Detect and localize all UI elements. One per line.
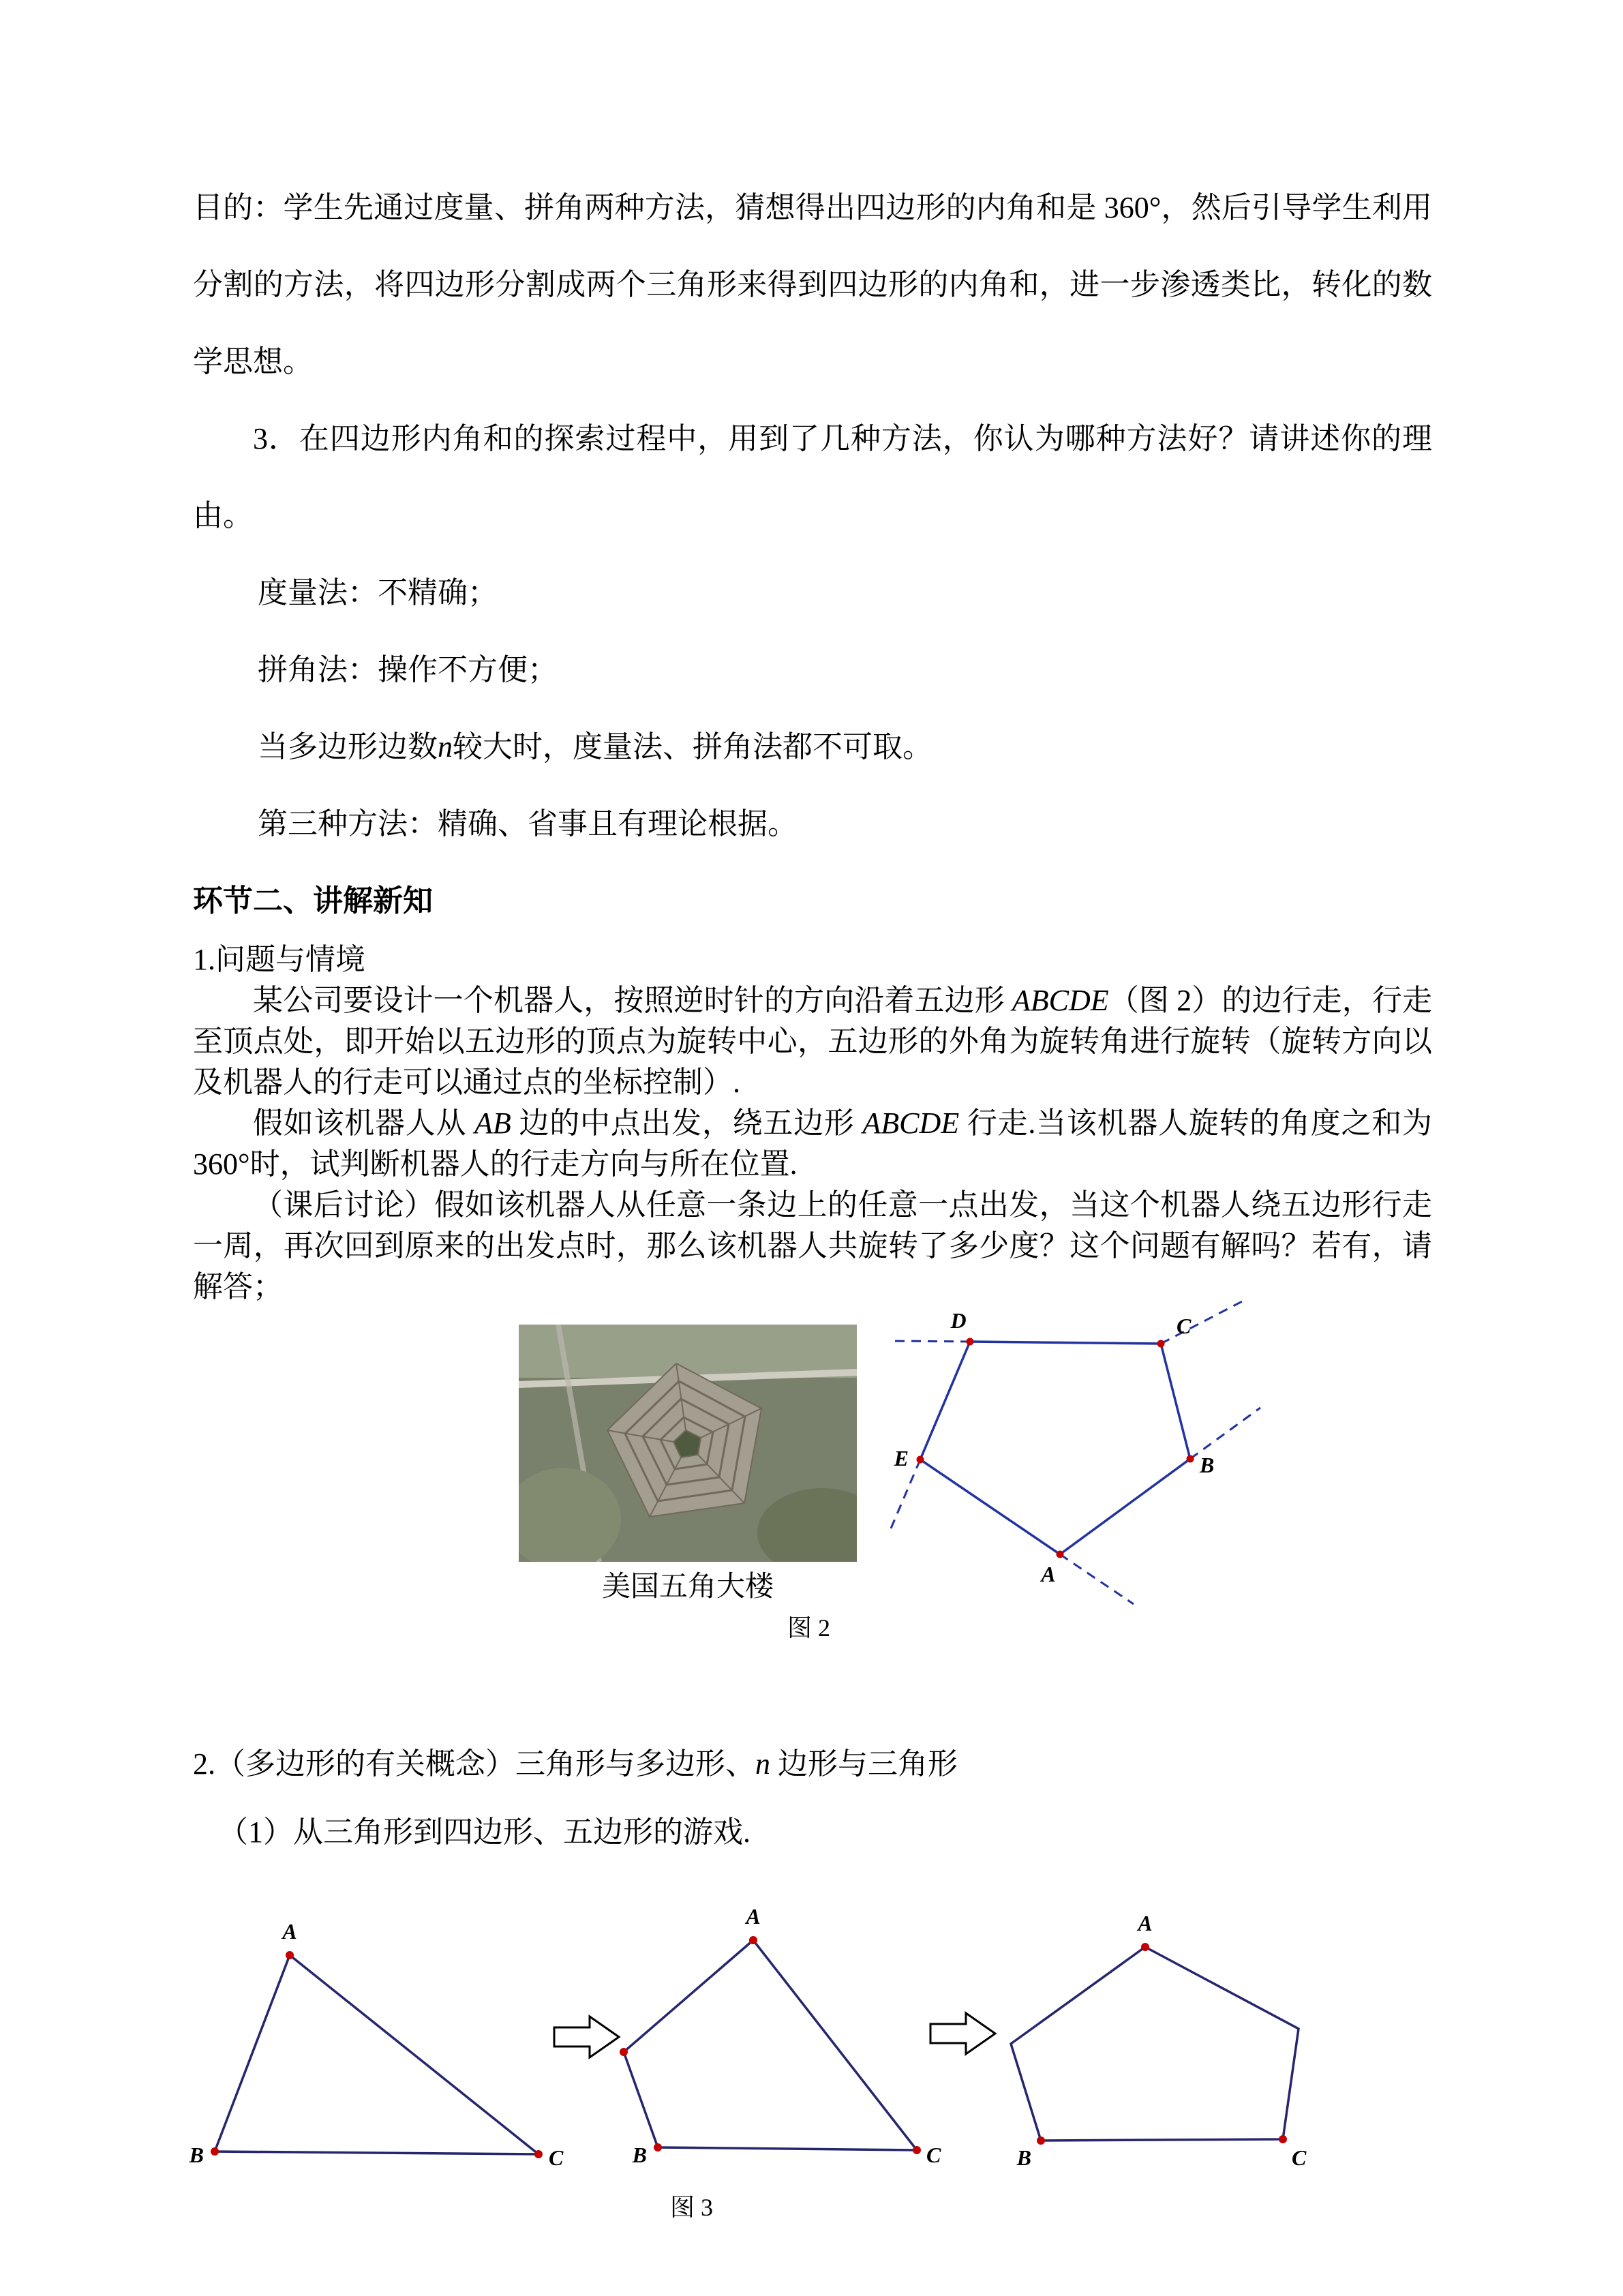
vertex-dot-E [917,1456,924,1464]
subheading-game: （1）从三角形到四边形、五边形的游戏. [218,1815,750,1849]
paragraph-method-third: 第三种方法：精确、省事且有理论根据。 [258,807,798,841]
dash-at-A [1060,1554,1134,1604]
dash-at-C [1161,1299,1246,1344]
sub2-pre: 2.（多边形的有关概念）三角形与多边形、 [193,1747,755,1781]
pentagon-name-abcde-2: ABCDE [862,1106,960,1140]
robot2-post: 行走.当该机器人旋转的角度之和为 360°时，试判断机器人的行走方向与所在位置. [193,1106,1433,1181]
paragraph-method-limit [193,708,1432,785]
variable-n: n [438,730,453,764]
pentagon-diagram [878,1267,1260,1607]
dash-at-B [1190,1408,1260,1459]
pentagon-edges [920,1342,1190,1554]
pentagon-shape [1011,1947,1299,2141]
subheading-polygon-concepts [193,1744,1432,1785]
quad-label-B: B [632,2143,647,2167]
figure3-caption: 图 3 [670,2194,714,2221]
sub2-post: 边形与三角形 [770,1747,958,1781]
section-heading: 环节二、讲解新知 [193,884,433,918]
method-limit-pre: 当多边形边数 [258,730,438,764]
pentagon-label-C: C [1292,2145,1307,2170]
label-A: A [1041,1562,1056,1586]
pentagon-label-B: B [1016,2145,1031,2170]
photo-caption: 美国五角大楼 [601,1571,774,1603]
edge-name-ab: AB [474,1106,511,1140]
figure2-caption: 图 2 [787,1614,831,1642]
quad-label-C: C [926,2143,941,2167]
figure3-diagram [189,1901,1430,2187]
label-B: B [1200,1453,1215,1477]
figure-2 [193,1308,1432,1744]
paragraph-robot-1 [193,980,1432,1103]
pentagon-aerial-photo [519,1325,857,1562]
figure3-shapes [215,1940,1299,2154]
label-C: C [1177,1314,1192,1338]
subheading-problem-context: 1.问题与情境 [193,943,365,976]
triangle-label-B: B [189,2143,204,2167]
arrow-icon-1 [554,2016,619,2057]
paragraph-method-angle: 拼角法：操作不方便； [258,653,558,686]
figure-3 [189,1901,1432,2228]
label-E: E [894,1446,909,1470]
paragraph-method-measure: 度量法：不精确； [258,576,498,609]
quadrilateral-shape [624,1940,917,2150]
dash-at-D [888,1341,970,1342]
vertex-dot-B [1187,1455,1194,1463]
label-D: D [950,1308,967,1333]
figure3-vertex-dots [211,1936,1287,2158]
method-limit-post: 较大时，度量法、拼角法都不可取。 [453,730,932,764]
robot2-mid: 边的中点出发，绕五边形 [511,1106,863,1140]
quad-label-A: A [746,1904,761,1929]
pentagon-vertex-labels [894,1308,1215,1586]
robot1-pre: 某公司要设计一个机器人，按照逆时针的方向沿着五边形 [253,984,1012,1017]
paragraph-robot-3: （课后讨论）假如该机器人从任意一条边上的任意一点出发，当这个机器人绕五边形行走一周，再次回到原来的出发点时，那么该机器人共旋转了多少度？这个问题有解吗？若有，请解答； [193,1188,1432,1303]
vertex-dot-C [1157,1340,1165,1348]
variable-n-2: n [755,1747,770,1781]
exterior-angle-dashes [888,1299,1260,1604]
triangle-label-C: C [549,2145,564,2170]
paragraph-question3: 3．在四边形内角和的探索过程中，用到了几种方法，你认为哪种方法好？请讲述你的理由。 [193,422,1432,532]
vertex-dot-A [1057,1551,1064,1558]
paragraph-purpose: 目的：学生先通过度量、拼角两种方法，猜想得出四边形的内角和是 360°，然后引导学生利用分割的方法，将四边形分割成两个三角形来得到四边形的内角和，进一步渗透类比，转化的数学思想。 [193,191,1432,378]
robot1-post: （图 2）的边行走，行走至顶点处，即开始以五边形的顶点为旋转中心，五边形的外角为旋转角进行旋转（旋转方向以及机器人的行走可以通过点的坐标控制）. [193,984,1433,1099]
robot2-pre: 假如该机器人从 [253,1106,474,1140]
arrow-icon-2 [930,2013,995,2054]
pentagon-name-abcde: ABCDE [1012,984,1109,1017]
paragraph-robot-2 [193,1103,1432,1185]
triangle-label-A: A [282,1919,297,1944]
pentagon-label-A: A [1138,1911,1153,1935]
triangle-shape [215,1955,539,2154]
vertex-dot-D [967,1338,974,1346]
